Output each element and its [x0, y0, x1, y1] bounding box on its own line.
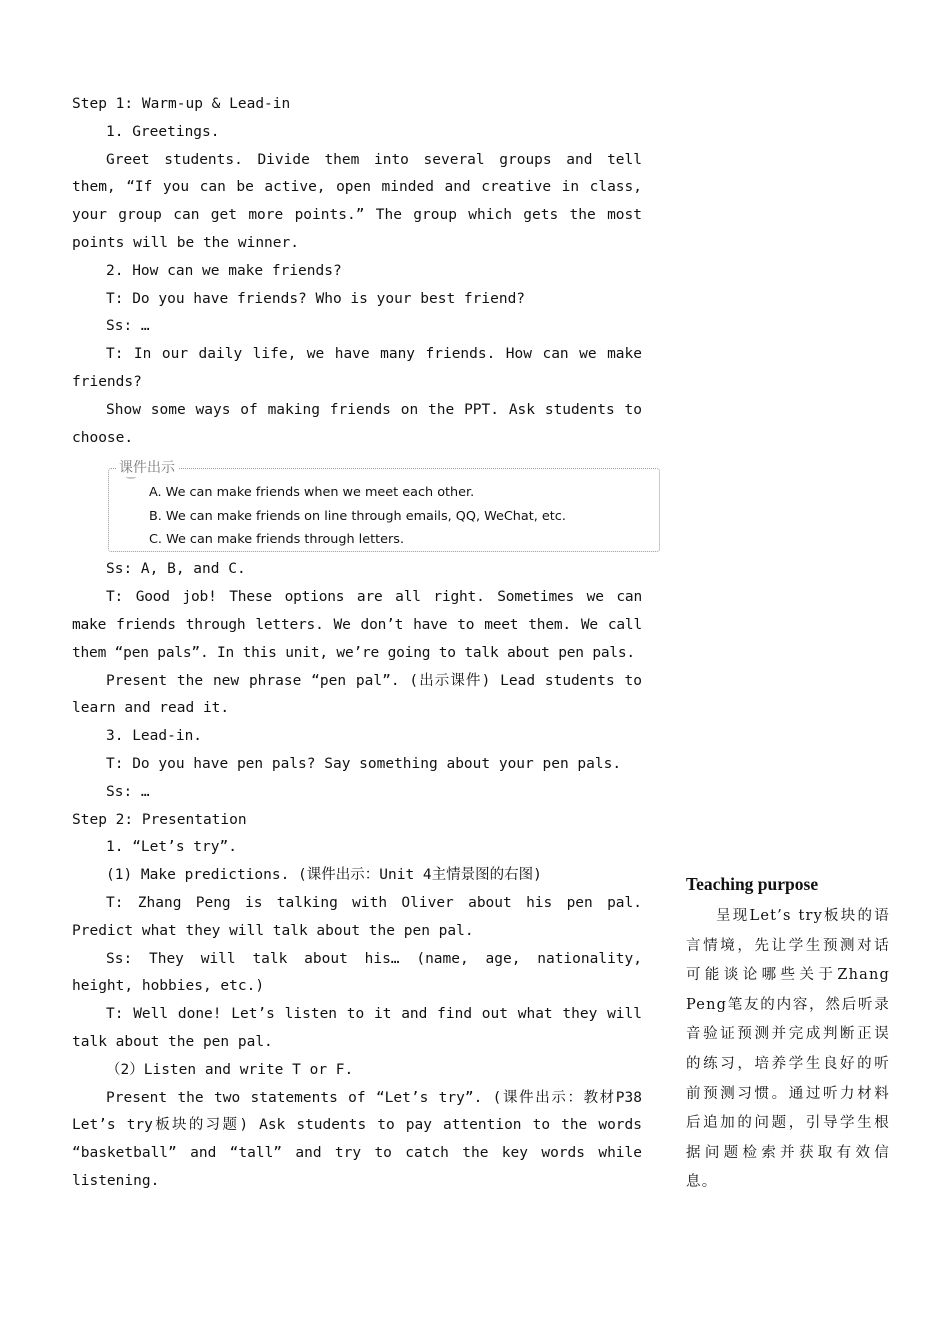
greetings-item: 1. Greetings.	[106, 123, 220, 140]
students-answer: Ss: …	[106, 318, 150, 335]
make-friends-item: 2. How can we make friends?	[106, 262, 342, 279]
courseware-box	[108, 460, 660, 552]
teacher-question: T: Do you have friends? Who is your best friend?	[106, 290, 526, 307]
pen-pals-question: T: Do you have pen pals? Say something about your pen pals.	[106, 755, 622, 772]
show-ways-paragraph: Show some ways of making friends on the PPT. Ask students to choose.	[72, 401, 642, 446]
teaching-purpose-heading: Teaching purpose	[686, 874, 819, 894]
teacher-daily-life: T: In our daily life, we have many friends. How can we make friends?	[72, 346, 642, 390]
teaching-purpose-body: 呈现Let’s try板块的语言情境，先让学生预测对话可能谈论哪些关于Zhang Peng笔友的内容，然后听录音验证预测并完成判断正误的练习，培养学生良好的听前预测习惯。通过听力材料后追加的问题，引导学生根据问题检索并获取有效信息。	[686, 908, 890, 1191]
pen-pals-paragraph: T: Good job! These options are all right. Sometimes we can make friends through letters. We don’t have to meet them. We call them “pen pals”. In this unit, we’re going to talk about pen pals.	[72, 589, 642, 661]
well-done-paragraph: T: Well done! Let’s listen to it and find out what they will talk about the pen pal.	[72, 1006, 642, 1050]
zhang-peng-paragraph: T: Zhang Peng is talking with Oliver about his pen pal. Predict what they will talk about the pen pal.	[72, 894, 642, 939]
option-b: B. We can make friends on line through emails, QQ, WeChat, etc.	[149, 508, 566, 524]
students-choice: Ss: A, B, and C.	[106, 561, 246, 578]
option-c: C. We can make friends through letters.	[149, 532, 405, 548]
listen-item: （2）Listen and write T or F.	[106, 1061, 354, 1078]
students-prediction: Ss: They will talk about his… (name, age, nationality, height, hobbies, etc.)	[72, 950, 642, 995]
present-phrase-paragraph: Present the new phrase “pen pal”. (出示课件) Lead students to learn and read it.	[72, 672, 642, 717]
lets-try-item: 1. “Let’s try”.	[106, 839, 237, 856]
courseware-options	[149, 481, 566, 552]
courseware-title: 课件出示	[117, 459, 179, 477]
lead-in-item: 3. Lead-in.	[106, 728, 203, 745]
predictions-item: (1) Make predictions. (课件出示：Unit 4主情景图的右图)	[106, 867, 542, 884]
teaching-purpose-sidebar	[686, 870, 890, 1191]
statements-paragraph: Present the two statements of “Let’s try”. (课件出示：教材P38 Let’s try板块的习题) Ask students to pay attention to the words “basketball” and “tall” and try to catch the key words while listening.	[72, 1089, 642, 1189]
greetings-paragraph: Greet students. Divide them into several groups and tell them, “If you can be active, open minded and creative in class, your group can get more points.” The group which gets the most points will be the winner.	[72, 151, 642, 251]
step-1-heading: Step 1: Warm-up & Lead-in	[72, 96, 291, 112]
lesson-plan-body	[72, 91, 642, 1196]
students-answer-2: Ss: …	[106, 783, 150, 800]
step-2-heading: Step 2: Presentation	[72, 811, 247, 828]
option-a: A. We can make friends when we meet each other.	[149, 485, 475, 501]
